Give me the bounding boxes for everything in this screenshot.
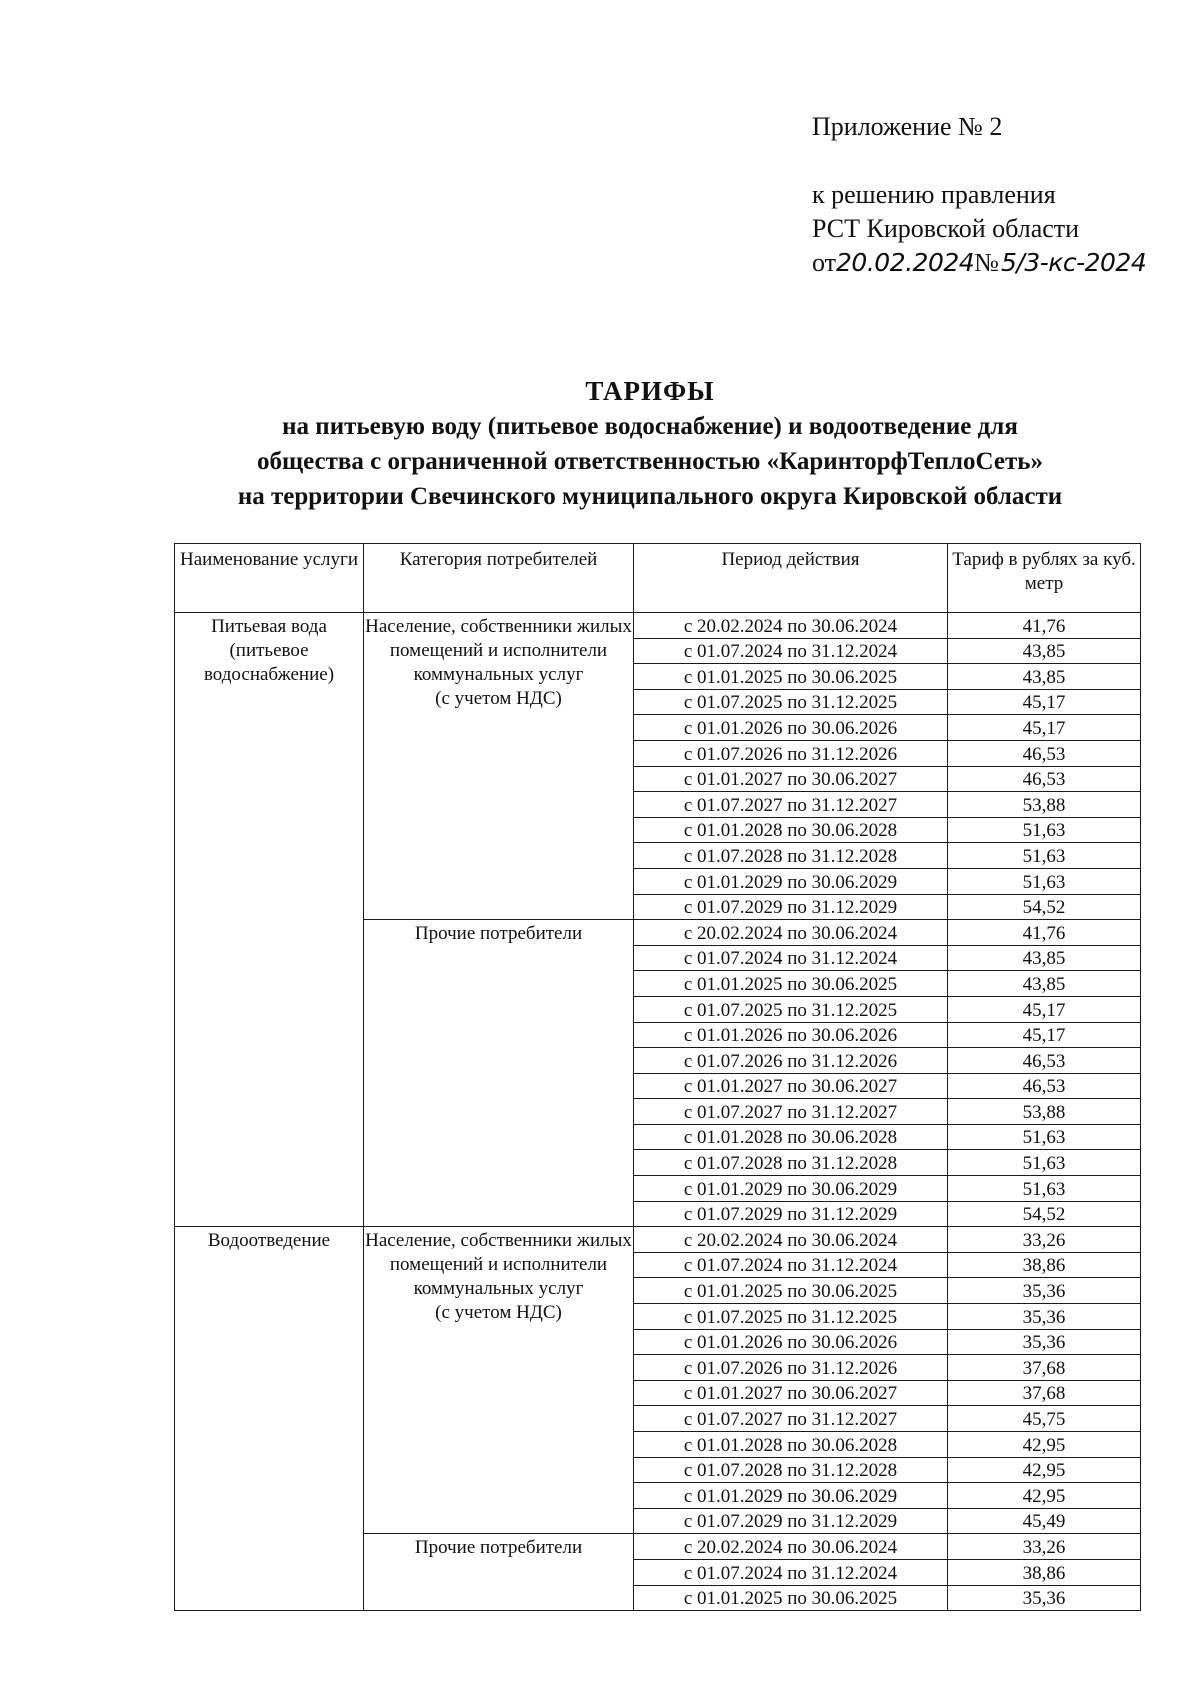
tariff-value-cell: 35,36	[948, 1329, 1141, 1355]
period-cell: с 01.07.2024 по 31.12.2024	[634, 1559, 948, 1585]
tariff-value-cell: 41,76	[948, 613, 1141, 639]
tariff-value-cell: 51,63	[948, 1124, 1141, 1150]
title-main: ТАРИФЫ	[585, 376, 715, 406]
period-cell: с 01.01.2029 по 30.06.2029	[634, 1176, 948, 1202]
tariff-value-cell: 43,85	[948, 971, 1141, 997]
period-cell: с 01.01.2027 по 30.06.2027	[634, 766, 948, 792]
table-row	[175, 613, 1141, 639]
tariff-value-cell: 51,63	[948, 868, 1141, 894]
title-line-1: на питьевую воду (питьевое водоснабжение) и водоотведение для	[282, 413, 1018, 440]
tariff-value-cell: 45,17	[948, 996, 1141, 1022]
table-header-row	[175, 544, 1141, 613]
period-cell: с 01.01.2025 по 30.06.2025	[634, 664, 948, 690]
appendix-line-2: РСТ Кировской области	[812, 214, 1080, 243]
number-label: №	[974, 248, 999, 277]
period-cell: с 01.07.2025 по 31.12.2025	[634, 689, 948, 715]
period-cell: с 01.07.2024 по 31.12.2024	[634, 945, 948, 971]
date-prefix: от	[812, 248, 837, 277]
handwritten-date: 20.02.2024	[836, 248, 975, 277]
tariff-value-cell: 51,63	[948, 817, 1141, 843]
tariff-value-cell: 33,26	[948, 1227, 1141, 1253]
category-cell	[364, 1227, 634, 1534]
title-line-3: на территории Свечинского муниципального округа Кировской области	[237, 483, 1063, 510]
category-cell	[364, 613, 634, 920]
tariff-value-cell: 51,63	[948, 843, 1141, 869]
tariff-value-cell: 35,36	[948, 1304, 1141, 1330]
period-cell: с 01.07.2025 по 31.12.2025	[634, 996, 948, 1022]
category-note: (с учетом НДС)	[435, 1302, 562, 1324]
appendix-line-1: к решению правления	[812, 180, 1056, 209]
tariff-value-cell: 35,36	[948, 1585, 1141, 1611]
tariff-value-cell: 45,17	[948, 1022, 1141, 1048]
category-text: Прочие потребители	[414, 1537, 583, 1559]
tariff-value-cell: 54,52	[948, 894, 1141, 920]
period-cell: с 01.01.2029 по 30.06.2029	[634, 1483, 948, 1509]
table-body	[175, 613, 1141, 1611]
tariff-value-cell: 42,95	[948, 1457, 1141, 1483]
period-cell: с 01.07.2027 по 31.12.2027	[634, 1099, 948, 1125]
period-cell: с 01.01.2028 по 30.06.2028	[634, 1124, 948, 1150]
tariff-value-cell: 51,63	[948, 1176, 1141, 1202]
header-period: Период действия	[634, 544, 948, 613]
tariff-value-cell: 46,53	[948, 1048, 1141, 1074]
category-text: Население, собственники жилых помещений и исполнители коммунальных услуг	[365, 1230, 632, 1300]
category-note: (с учетом НДС)	[435, 688, 562, 709]
header-category: Категория потребителей	[364, 544, 634, 613]
tariff-value-cell: 43,85	[948, 638, 1141, 664]
tariff-value-cell: 42,95	[948, 1432, 1141, 1458]
period-cell: с 01.07.2026 по 31.12.2026	[634, 740, 948, 766]
service-name-cell: Водоотведение	[175, 1227, 364, 1611]
appendix-number: Приложение № 2	[812, 112, 1003, 141]
appendix-block	[812, 110, 1146, 280]
tariff-value-cell: 46,53	[948, 766, 1141, 792]
tariff-value-cell: 33,26	[948, 1534, 1141, 1560]
period-cell: с 01.07.2028 по 31.12.2028	[634, 1457, 948, 1483]
period-cell: с 01.07.2024 по 31.12.2024	[634, 1252, 948, 1278]
tariff-value-cell: 37,68	[948, 1355, 1141, 1381]
period-cell: с 01.07.2028 по 31.12.2028	[634, 1150, 948, 1176]
tariff-value-cell: 38,86	[948, 1252, 1141, 1278]
title-line-2: общества с ограниченной ответственностью «КаринторфТеплоСеть»	[257, 448, 1043, 475]
period-cell: с 01.01.2027 по 30.06.2027	[634, 1073, 948, 1099]
category-cell	[364, 1534, 634, 1611]
tariff-value-cell: 35,36	[948, 1278, 1141, 1304]
period-cell: с 01.01.2028 по 30.06.2028	[634, 1432, 948, 1458]
tariff-value-cell: 37,68	[948, 1380, 1141, 1406]
tariff-value-cell: 46,53	[948, 740, 1141, 766]
period-cell: с 01.07.2027 по 31.12.2027	[634, 1406, 948, 1432]
tariff-value-cell: 46,53	[948, 1073, 1141, 1099]
period-cell: с 01.07.2029 по 31.12.2029	[634, 1508, 948, 1534]
decision-reference	[812, 246, 1146, 280]
period-cell: с 01.01.2026 по 30.06.2026	[634, 1022, 948, 1048]
tariff-value-cell: 41,76	[948, 920, 1141, 946]
handwritten-decision-number: 5/3-кс-2024	[1000, 248, 1147, 277]
period-cell: с 01.07.2025 по 31.12.2025	[634, 1304, 948, 1330]
period-cell: с 20.02.2024 по 30.06.2024	[634, 1227, 948, 1253]
period-cell: с 01.07.2029 по 31.12.2029	[634, 1201, 948, 1227]
period-cell: с 01.07.2029 по 31.12.2029	[634, 894, 948, 920]
tariff-value-cell: 45,17	[948, 689, 1141, 715]
period-cell: с 01.07.2027 по 31.12.2027	[634, 792, 948, 818]
period-cell: с 01.01.2027 по 30.06.2027	[634, 1380, 948, 1406]
category-text: Население, собственники жилых помещений и исполнители коммунальных услуг	[365, 616, 632, 685]
period-cell: с 01.01.2026 по 30.06.2026	[634, 715, 948, 741]
tariff-value-cell: 54,52	[948, 1201, 1141, 1227]
tariff-value-cell: 38,86	[948, 1559, 1141, 1585]
period-cell: с 20.02.2024 по 30.06.2024	[634, 920, 948, 946]
category-text: Прочие потребители	[414, 923, 583, 945]
category-cell	[364, 920, 634, 1227]
period-cell: с 01.07.2026 по 31.12.2026	[634, 1355, 948, 1381]
tariff-value-cell: 53,88	[948, 792, 1141, 818]
period-cell: с 01.01.2029 по 30.06.2029	[634, 868, 948, 894]
header-tariff: Тариф в рублях за куб. метр	[948, 544, 1141, 613]
period-cell: с 01.07.2024 по 31.12.2024	[634, 638, 948, 664]
tariff-value-cell: 43,85	[948, 945, 1141, 971]
tariff-value-cell: 45,49	[948, 1508, 1141, 1534]
tariff-value-cell: 51,63	[948, 1150, 1141, 1176]
period-cell: с 01.01.2026 по 30.06.2026	[634, 1329, 948, 1355]
service-name-cell: Питьевая вода (питьевое водоснабжение)	[175, 613, 364, 1227]
period-cell: с 01.01.2025 по 30.06.2025	[634, 971, 948, 997]
period-cell: с 01.01.2028 по 30.06.2028	[634, 817, 948, 843]
tariff-value-cell: 53,88	[948, 1099, 1141, 1125]
tariff-value-cell: 45,17	[948, 715, 1141, 741]
period-cell: с 20.02.2024 по 30.06.2024	[634, 613, 948, 639]
header-service: Наименование услуги	[175, 544, 364, 613]
document-title	[150, 374, 1150, 514]
tariff-value-cell: 43,85	[948, 664, 1141, 690]
table-row	[175, 1227, 1141, 1253]
period-cell: с 01.01.2025 по 30.06.2025	[634, 1585, 948, 1611]
period-cell: с 01.07.2028 по 31.12.2028	[634, 843, 948, 869]
tariff-value-cell: 45,75	[948, 1406, 1141, 1432]
period-cell: с 01.07.2026 по 31.12.2026	[634, 1048, 948, 1074]
period-cell: с 01.01.2025 по 30.06.2025	[634, 1278, 948, 1304]
tariffs-table	[174, 543, 1141, 1611]
period-cell: с 20.02.2024 по 30.06.2024	[634, 1534, 948, 1560]
tariff-value-cell: 42,95	[948, 1483, 1141, 1509]
